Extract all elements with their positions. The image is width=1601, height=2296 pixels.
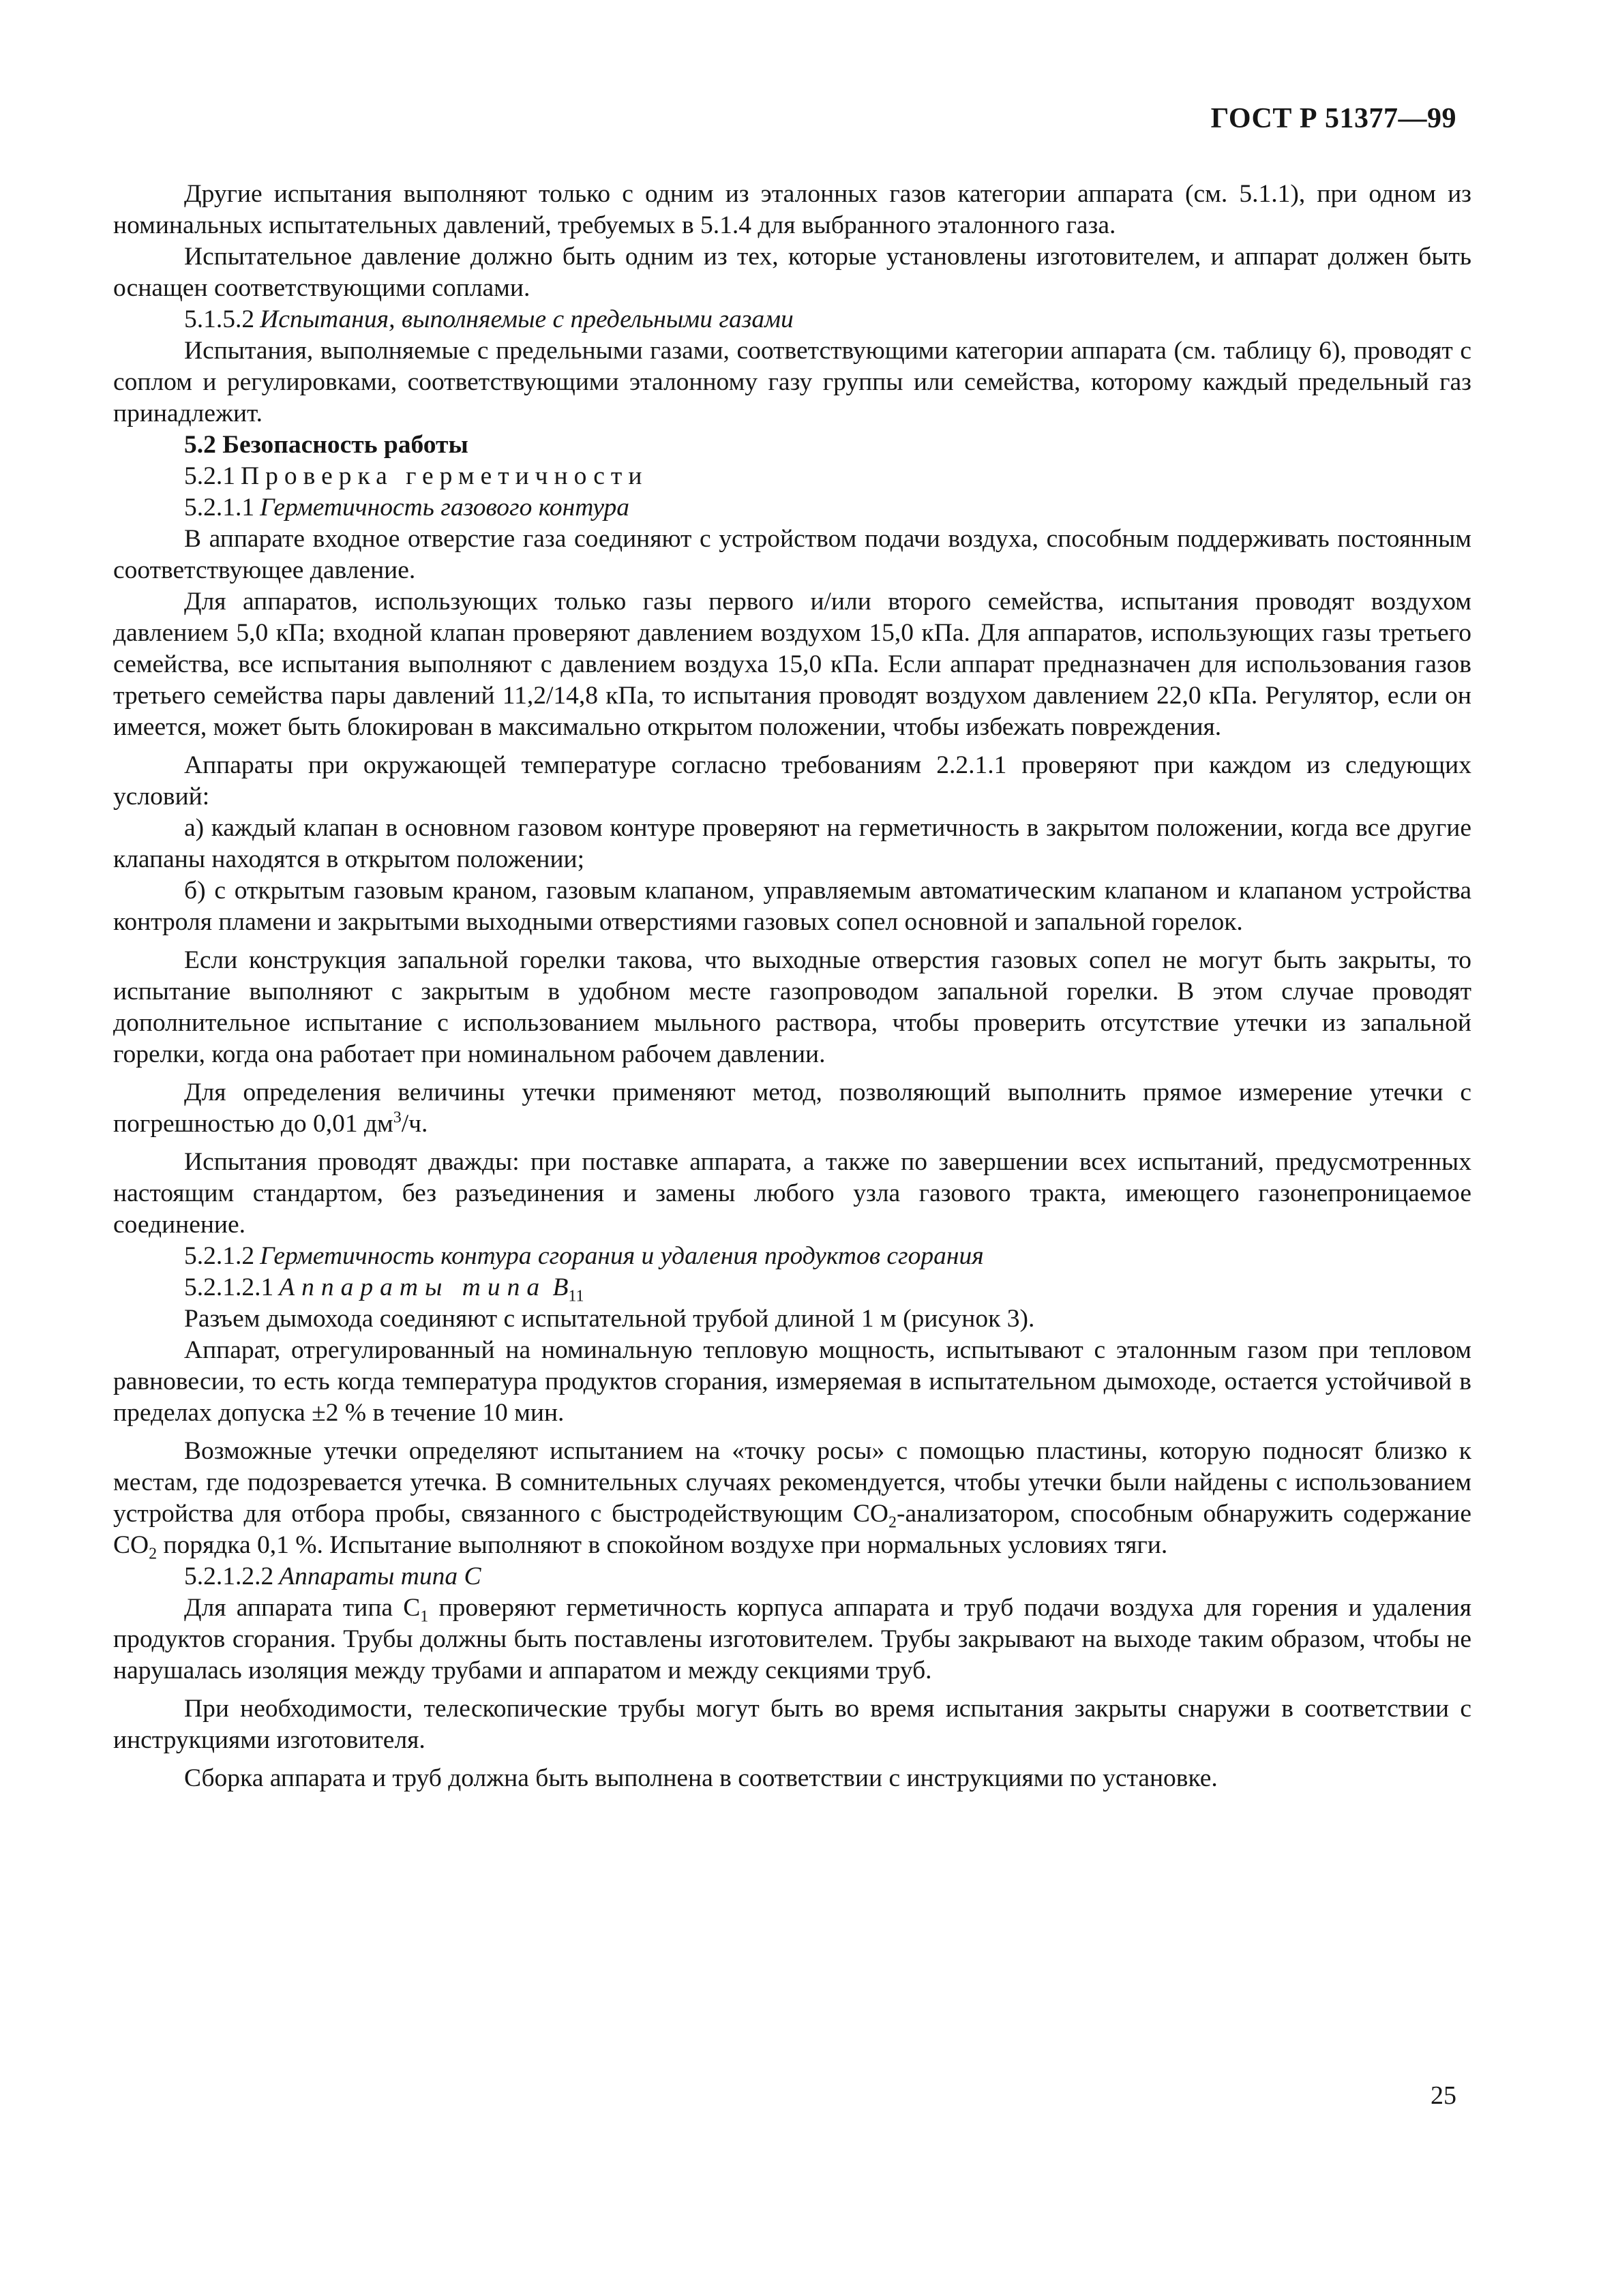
paragraph: Для аппарата типа $С_1$ проверяют герметичность корпуса аппарата и труб подачи воздуха для горения и удаления продуктов сгорания. Трубы должны быть поставлены изготовителем. Трубы закрывают на выходе таким образом, чтобы не нарушалась изоляция между трубами и аппаратом и между секциями труб. (113, 1594, 1471, 1685)
list-item: б) с открытым газовым краном, газовым клапаном, управляемым автоматическим клапаном и клапаном устройства контроля пламени и закрытыми выходными отверстиями газовых сопел основной и запальной горелок. (113, 877, 1471, 936)
paragraph: В аппарате входное отверстие газа соединяют с устройством подачи воздуха, способным поддерживать постоянным соответствующее давление. (113, 525, 1471, 584)
paragraph: Сборка аппарата и труб должна быть выполнена в соответствии с инструкциями по установке. (184, 1764, 1218, 1792)
section-heading (113, 1561, 1471, 1592)
paragraph: Аппараты при окружающей температуре согласно требованиям 2.2.1.1 проверяют при каждом из следующих условий: (113, 751, 1471, 811)
paragraph: Разъем дымохода соединяют с испытательной трубой длиной 1 м (рисунок 3). (184, 1305, 1035, 1333)
paragraph: Для аппаратов, использующих только газы первого и/или второго семейства, испытания проводят воздухом давлением 5,0 кПа; входной клапан проверяют давлением воздухом 15,0 кПа. Для аппаратов, использующих газы третьего семейства, все испытания выполняют с давлением воздуха 15,0 кПа. Если аппарат предназначен для использования газов третьего семейства пары давлений 11,2/14,8 кПа, то испытания проводят воздухом давлением 22,0 кПа. Регулятор, если он имеется, может быть блокирован в максимально открытом положении, чтобы избежать повреждения. (113, 588, 1471, 741)
list-item: а) каждый клапан в основном газовом контуре проверяют на герметичность в закрытом положении, когда все другие клапаны находятся в открытом положении; (113, 814, 1471, 873)
section-title: Герметичность газового контура (260, 494, 630, 522)
section-title: Испытания, выполняемые с предельными газами (260, 305, 794, 333)
section-title: Аппараты типа С (279, 1562, 481, 1590)
section-title: Проверка герметичности (241, 462, 648, 490)
section-number: 5.1.5.2 (184, 305, 255, 333)
section-number: 5.2.1.2 (184, 1242, 255, 1270)
section-number: 5.2.1 (184, 462, 235, 490)
paragraph: Аппарат, отрегулированный на номинальную тепловую мощность, испытывают с эталонным газом при тепловом равновесии, то есть когда температура продуктов сгорания, измеряемая в испытательном дымоходе, остается устойчивой в пределах допуска ±2 % в течение 10 мин. (113, 1336, 1471, 1427)
section-heading: 5.2.1.2.1 Аппараты типа $B_{11}$ (184, 1273, 584, 1305)
paragraph: Испытания, выполняемые с предельными газами, соответствующими категории аппарата (см. таблицу 6), проводят с соплом и регулировками, соответствующими эталонному газу группы или семейства, которому каждый предельный газ принадлежит. (113, 337, 1471, 427)
section-heading: 5.2 Безопасность работы (184, 431, 468, 459)
paragraph: Если конструкция запальной горелки такова, что выходные отверстия газовых сопел не могут быть закрыты, то испытание выполняют с закрытым в удобном месте газопроводом запальной горелки. В этом случае проводят дополнительное испытание с использованием мыльного раствора, чтобы проверить отсутствие утечки из запальной горелки, когда она работает при номинальном рабочем давлении. (113, 946, 1471, 1068)
section-heading (113, 304, 1471, 335)
section-number: 5.2.1.1 (184, 494, 255, 522)
paragraph: Испытания проводят дважды: при поставке аппарата, а также по завершении всех испытаний, предусмотренных настоящим стандартом, без разъединения и замены любого узла газового тракта, имеющего газонепроницаемое соединение. (113, 1148, 1471, 1239)
section-heading (113, 1241, 1471, 1272)
section-number: 5.2.1.2.2 (184, 1562, 274, 1590)
paragraph: Другие испытания выполняют только с одним из эталонных газов категории аппарата (см. 5.1.1), при одном из номинальных испытательных давлений, требуемых в 5.1.4 для выбранного эталонного газа. (113, 180, 1471, 239)
section-title: Герметичность контура сгорания и удаления продуктов сгорания (260, 1242, 984, 1270)
section-heading (113, 461, 1471, 492)
page-number: 25 (1431, 2081, 1456, 2110)
paragraph: При необходимости, телескопические трубы могут быть во время испытания закрыты снаружи в соответствии с инструкциями изготовителя. (113, 1695, 1471, 1754)
paragraph: Для определения величины утечки применяют метод, позволяющий выполнить прямое измерение утечки с погрешностью до 0,01 $дм^3/ч$. (113, 1078, 1471, 1138)
paragraph: Испытательное давление должно быть одним из тех, которые установлены изготовителем, и аппарат должен быть оснащен соответствующими соплами. (113, 243, 1471, 302)
section-title: Аппараты типа (279, 1273, 547, 1301)
section-heading (113, 492, 1471, 524)
paragraph: Возможные утечки определяют испытанием на «точку росы» с помощью пластины, которую подносят близко к местам, где подозревается утечка. В сомнительных случаях рекомендуется, чтобы утечки были найдены с использованием устройства для отбора пробы, связанного с быстродействующим $СО_2$-анализатором, способным обнаружить содержание $СО_2$ порядка 0,1 %. Испытание выполняют в спокойном воздухе при нормальных условиях тяги. (113, 1437, 1471, 1563)
document-body (113, 179, 1471, 1794)
section-number: 5.2.1.2.1 (184, 1273, 274, 1301)
document-header: ГОСТ Р 51377—99 (1210, 103, 1456, 134)
